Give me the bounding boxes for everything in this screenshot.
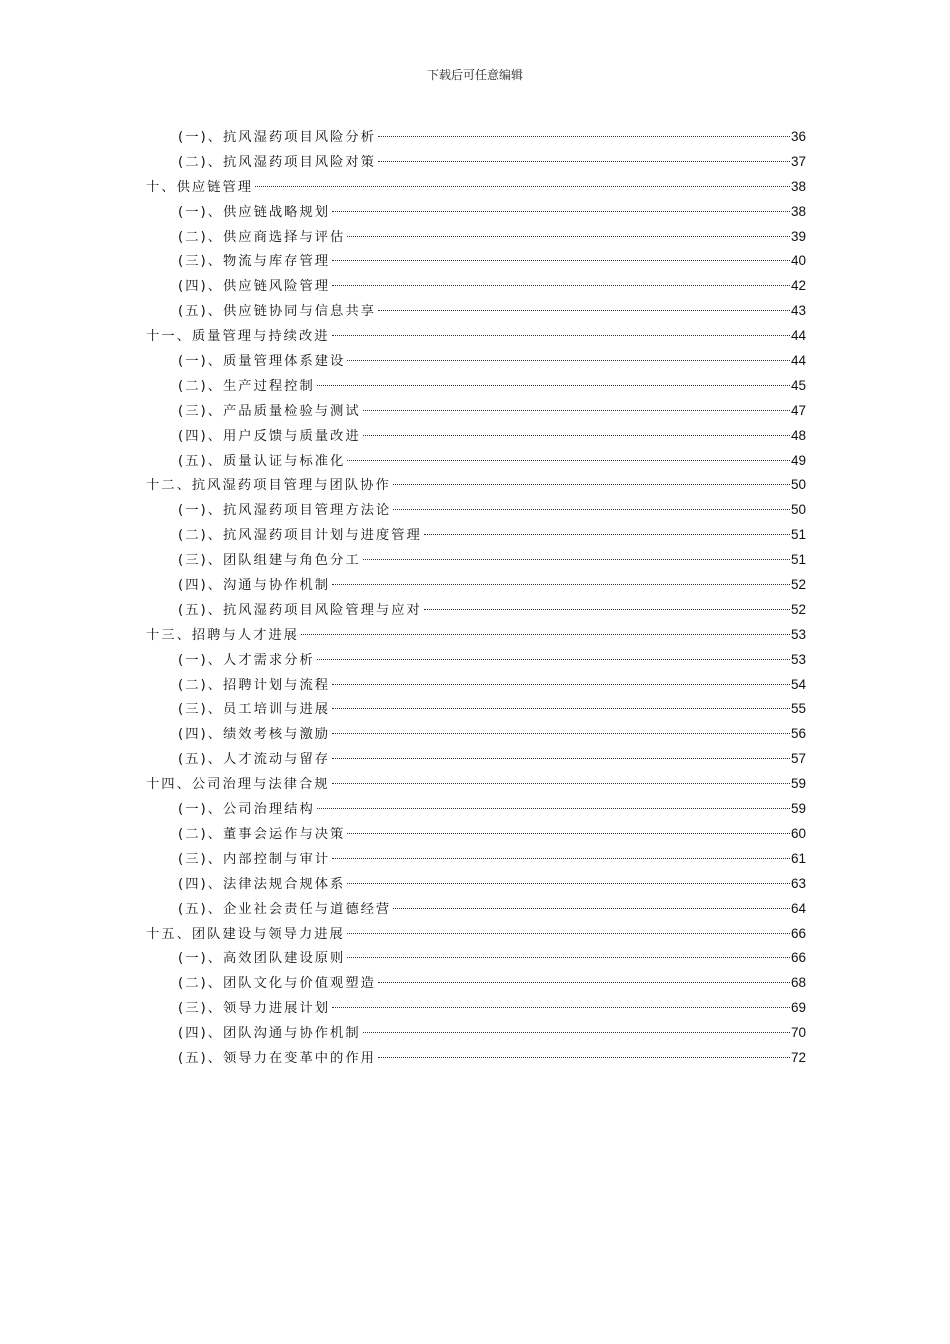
toc-page-number: 53	[790, 626, 806, 642]
toc-section-entry[interactable]	[146, 449, 806, 474]
toc-page-number: 66	[790, 950, 806, 966]
toc-page-number: 48	[790, 427, 806, 443]
toc-entry-label: (三)、产品质量检验与测试	[178, 403, 361, 419]
toc-dot-leader	[393, 484, 790, 485]
toc-page-number: 42	[790, 278, 806, 294]
toc-dot-leader	[378, 982, 790, 983]
toc-dot-leader	[332, 335, 790, 336]
toc-entry-label: (三)、内部控制与审计	[178, 851, 331, 867]
toc-entry-label: (三)、领导力进展计划	[178, 1001, 331, 1017]
toc-dot-leader	[424, 609, 790, 610]
toc-dot-leader	[332, 783, 790, 784]
toc-entry-label: 十、供应链管理	[146, 179, 254, 195]
toc-page-number: 50	[790, 477, 806, 493]
toc-page-number: 45	[790, 377, 806, 393]
toc-section-entry[interactable]	[146, 598, 806, 623]
toc-entry-label: (四)、用户反馈与质量改进	[178, 428, 361, 444]
toc-page-number: 57	[790, 751, 806, 767]
toc-chapter-entry[interactable]	[146, 324, 806, 349]
page-header: 下载后可任意编辑	[426, 68, 523, 82]
toc-page-number: 56	[790, 726, 806, 742]
toc-entry-label: (三)、员工培训与进展	[178, 702, 331, 718]
toc-entry-label: (三)、物流与库存管理	[178, 254, 331, 270]
toc-dot-leader	[317, 659, 790, 660]
toc-page-number: 54	[790, 676, 806, 692]
toc-entry-label: (二)、董事会运作与决策	[178, 826, 346, 842]
toc-dot-leader	[393, 908, 790, 909]
toc-page-number: 39	[790, 228, 806, 244]
toc-page-number: 63	[790, 875, 806, 891]
toc-chapter-entry[interactable]	[146, 175, 806, 200]
toc-dot-leader	[332, 758, 790, 759]
toc-dot-leader	[332, 211, 790, 212]
toc-section-entry[interactable]	[146, 225, 806, 250]
toc-dot-leader	[332, 584, 790, 585]
toc-section-entry[interactable]	[146, 847, 806, 872]
toc-entry-label: (二)、生产过程控制	[178, 378, 315, 394]
toc-page-number: 66	[790, 925, 806, 941]
toc-page-number: 44	[790, 328, 806, 344]
toc-dot-leader	[332, 858, 790, 859]
toc-page-number: 52	[790, 601, 806, 617]
toc-section-entry[interactable]	[146, 399, 806, 424]
toc-page-number: 44	[790, 353, 806, 369]
toc-dot-leader	[347, 833, 790, 834]
toc-section-entry[interactable]	[146, 722, 806, 747]
toc-page-number: 40	[790, 253, 806, 269]
toc-entry-label: (一)、供应链战略规划	[178, 204, 331, 220]
toc-dot-leader	[347, 883, 790, 884]
toc-entry-label: (四)、绩效考核与激励	[178, 727, 331, 743]
toc-dot-leader	[393, 509, 790, 510]
toc-entry-label: (一)、公司治理结构	[178, 802, 315, 818]
toc-page-number: 55	[790, 701, 806, 717]
toc-page-number: 49	[790, 452, 806, 468]
toc-section-entry[interactable]	[146, 697, 806, 722]
toc-section-entry[interactable]	[146, 1046, 806, 1071]
toc-dot-leader	[332, 1007, 790, 1008]
toc-entry-label: (四)、团队沟通与协作机制	[178, 1026, 361, 1042]
toc-entry-label: (五)、企业社会责任与道德经营	[178, 901, 392, 917]
toc-entry-label: 十一、质量管理与持续改进	[146, 329, 330, 345]
toc-dot-leader	[332, 733, 790, 734]
toc-dot-leader	[378, 161, 790, 162]
toc-entry-label: (二)、团队文化与价值观塑造	[178, 976, 376, 992]
toc-section-entry[interactable]	[146, 872, 806, 897]
toc-entry-label: 十二、抗风湿药项目管理与团队协作	[146, 478, 391, 494]
toc-page-number: 38	[790, 178, 806, 194]
toc-entry-label: (五)、人才流动与留存	[178, 752, 331, 768]
toc-page-number: 47	[790, 402, 806, 418]
toc-entry-label: (二)、招聘计划与流程	[178, 677, 331, 693]
toc-section-entry[interactable]	[146, 349, 806, 374]
toc-section-entry[interactable]	[146, 299, 806, 324]
toc-section-entry[interactable]	[146, 573, 806, 598]
toc-dot-leader	[363, 1032, 790, 1033]
toc-section-entry[interactable]	[146, 249, 806, 274]
toc-entry-label: (一)、高效团队建设原则	[178, 951, 346, 967]
toc-dot-leader	[363, 559, 790, 560]
toc-chapter-entry[interactable]	[146, 473, 806, 498]
toc-page-number: 70	[790, 1025, 806, 1041]
toc-entry-label: (五)、领导力在变革中的作用	[178, 1050, 376, 1066]
toc-dot-leader	[301, 634, 790, 635]
toc-entry-label: (五)、供应链协同与信息共享	[178, 304, 376, 320]
toc-page-number: 38	[790, 203, 806, 219]
toc-page-number: 51	[790, 527, 806, 543]
toc-dot-leader	[378, 310, 790, 311]
toc-page-number: 69	[790, 1000, 806, 1016]
toc-section-entry[interactable]	[146, 946, 806, 971]
toc-entry-label: (一)、质量管理体系建设	[178, 354, 346, 370]
toc-page-number: 53	[790, 651, 806, 667]
toc-section-entry[interactable]	[146, 374, 806, 399]
toc-page-number: 50	[790, 502, 806, 518]
toc-entry-label: (二)、供应商选择与评估	[178, 229, 346, 245]
toc-chapter-entry[interactable]	[146, 922, 806, 947]
toc-entry-label: (四)、供应链风险管理	[178, 279, 331, 295]
toc-dot-leader	[332, 708, 790, 709]
toc-dot-leader	[332, 285, 790, 286]
toc-section-entry[interactable]	[146, 648, 806, 673]
toc-dot-leader	[347, 957, 790, 958]
toc-chapter-entry[interactable]	[146, 772, 806, 797]
toc-section-entry[interactable]	[146, 747, 806, 772]
toc-section-entry[interactable]	[146, 125, 806, 150]
toc-page-number: 68	[790, 975, 806, 991]
toc-dot-leader	[347, 236, 790, 237]
toc-section-entry[interactable]	[146, 971, 806, 996]
toc-page-number: 43	[790, 303, 806, 319]
toc-section-entry[interactable]	[146, 274, 806, 299]
toc-dot-leader	[347, 933, 790, 934]
toc-dot-leader	[378, 136, 790, 137]
toc-dot-leader	[378, 1057, 790, 1058]
toc-entry-label: (四)、法律法规合规体系	[178, 876, 346, 892]
toc-entry-label: 十三、招聘与人才进展	[146, 627, 299, 643]
table-of-contents	[146, 125, 806, 1071]
toc-dot-leader	[363, 435, 790, 436]
toc-page-number: 64	[790, 900, 806, 916]
toc-section-entry[interactable]	[146, 150, 806, 175]
toc-page-number: 37	[790, 153, 806, 169]
toc-entry-label: (一)、人才需求分析	[178, 652, 315, 668]
toc-entry-label: (三)、团队组建与角色分工	[178, 553, 361, 569]
toc-page-number: 72	[790, 1049, 806, 1065]
toc-page-number: 59	[790, 776, 806, 792]
toc-page-number: 36	[790, 129, 806, 144]
toc-section-entry[interactable]	[146, 424, 806, 449]
toc-section-entry[interactable]	[146, 498, 806, 523]
toc-page-number: 61	[790, 850, 806, 866]
toc-dot-leader	[317, 808, 790, 809]
toc-section-entry[interactable]	[146, 996, 806, 1021]
toc-entry-label: 十五、团队建设与领导力进展	[146, 926, 345, 942]
toc-dot-leader	[347, 460, 790, 461]
toc-page-number: 51	[790, 552, 806, 568]
toc-page-number: 59	[790, 801, 806, 817]
toc-section-entry[interactable]	[146, 673, 806, 698]
toc-section-entry[interactable]	[146, 822, 806, 847]
toc-entry-label: 十四、公司治理与法律合规	[146, 777, 330, 793]
toc-section-entry[interactable]	[146, 897, 806, 922]
toc-dot-leader	[332, 684, 790, 685]
toc-section-entry[interactable]	[146, 200, 806, 225]
toc-section-entry[interactable]	[146, 1021, 806, 1046]
toc-entry-label: (四)、沟通与协作机制	[178, 578, 331, 594]
toc-entry-label: (二)、抗风湿药项目计划与进度管理	[178, 528, 422, 544]
toc-section-entry[interactable]	[146, 797, 806, 822]
toc-entry-label: (一)、抗风湿药项目管理方法论	[178, 503, 392, 519]
toc-dot-leader	[255, 186, 790, 187]
toc-dot-leader	[317, 385, 790, 386]
toc-section-entry[interactable]	[146, 548, 806, 573]
toc-entry-label: (五)、质量认证与标准化	[178, 453, 346, 469]
toc-dot-leader	[363, 410, 790, 411]
toc-dot-leader	[332, 260, 790, 261]
toc-entry-label: (五)、抗风湿药项目风险管理与应对	[178, 602, 422, 618]
toc-entry-label: (二)、抗风湿药项目风险对策	[178, 154, 376, 170]
toc-dot-leader	[347, 360, 790, 361]
toc-page-number: 52	[790, 577, 806, 593]
toc-section-entry[interactable]	[146, 523, 806, 548]
toc-page-number: 60	[790, 825, 806, 841]
toc-chapter-entry[interactable]	[146, 623, 806, 648]
toc-entry-label: (一)、抗风湿药项目风险分析	[178, 130, 376, 145]
toc-dot-leader	[424, 534, 790, 535]
